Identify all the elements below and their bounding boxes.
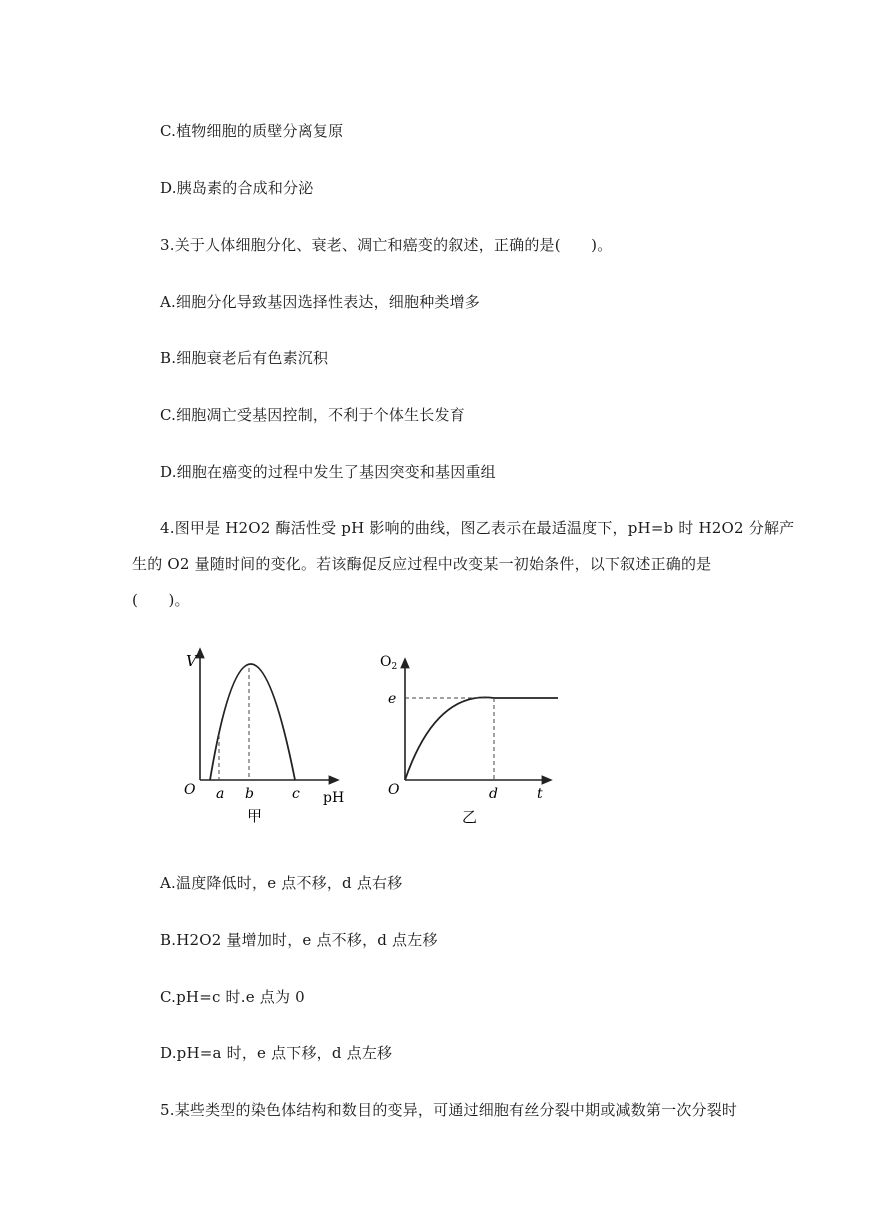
tick-label-d: d [489, 786, 498, 802]
option-text: A.温度降低时，e 点不移，d 点右移 [160, 874, 403, 892]
option-text: B.H2O2 量增加时，e 点不移，d 点左移 [160, 931, 438, 949]
question-text-continued: 生的 O2 量随时间的变化。若该酶促反应过程中改变某一初始条件，以下叙述正确的是 [132, 555, 712, 573]
figure-caption-yi: 乙 [462, 808, 478, 826]
option-text: C.植物细胞的质壁分离复原 [160, 122, 344, 140]
figure-svg [170, 640, 590, 840]
figure-caption-jia: 甲 [247, 807, 263, 825]
option-text: D.pH=a 时，e 点下移，d 点左移 [160, 1044, 393, 1062]
tick-label-c: c [292, 786, 300, 802]
tick-label-a: a [216, 786, 225, 802]
question-text: 4.图甲是 H2O2 酶活性受 pH 影响的曲线，图乙表示在最适温度下，pH=b 时 H2O2 分解产 [160, 519, 795, 537]
activity-curve [210, 664, 295, 780]
origin-label: O [184, 782, 196, 798]
level-label-e: e [388, 691, 397, 707]
figure-enzyme-graphs [170, 640, 590, 840]
tick-label-b: b [245, 786, 254, 802]
origin-label: O [388, 782, 400, 798]
question-text: 5.某些类型的染色体结构和数目的变异，可通过细胞有丝分裂中期或减数第一次分裂时 [160, 1101, 738, 1119]
option-text: C.细胞凋亡受基因控制，不利于个体生长发育 [160, 406, 465, 424]
graph-left [184, 652, 344, 825]
option-text: D.胰岛素的合成和分泌 [160, 179, 314, 197]
option-text: D.细胞在癌变的过程中发生了基因突变和基因重组 [160, 463, 496, 481]
x-axis-label: pH [323, 790, 345, 806]
option-text: A.细胞分化导致基因选择性表达，细胞种类增多 [160, 293, 481, 311]
o2-curve [405, 697, 558, 780]
y-axis-label: $O_2$ [380, 654, 398, 672]
option-text: B.细胞衰老后有色素沉积 [160, 349, 329, 367]
question-text: 3.关于人体细胞分化、衰老、凋亡和癌变的叙述，正确的是( )。 [160, 236, 613, 254]
x-axis-label: t [537, 786, 543, 802]
y-axis-label: V [186, 652, 197, 670]
graph-right [380, 654, 558, 826]
option-text: C.pH=c 时.e 点为 0 [160, 988, 305, 1006]
question-text-continued: ( )。 [132, 591, 190, 609]
